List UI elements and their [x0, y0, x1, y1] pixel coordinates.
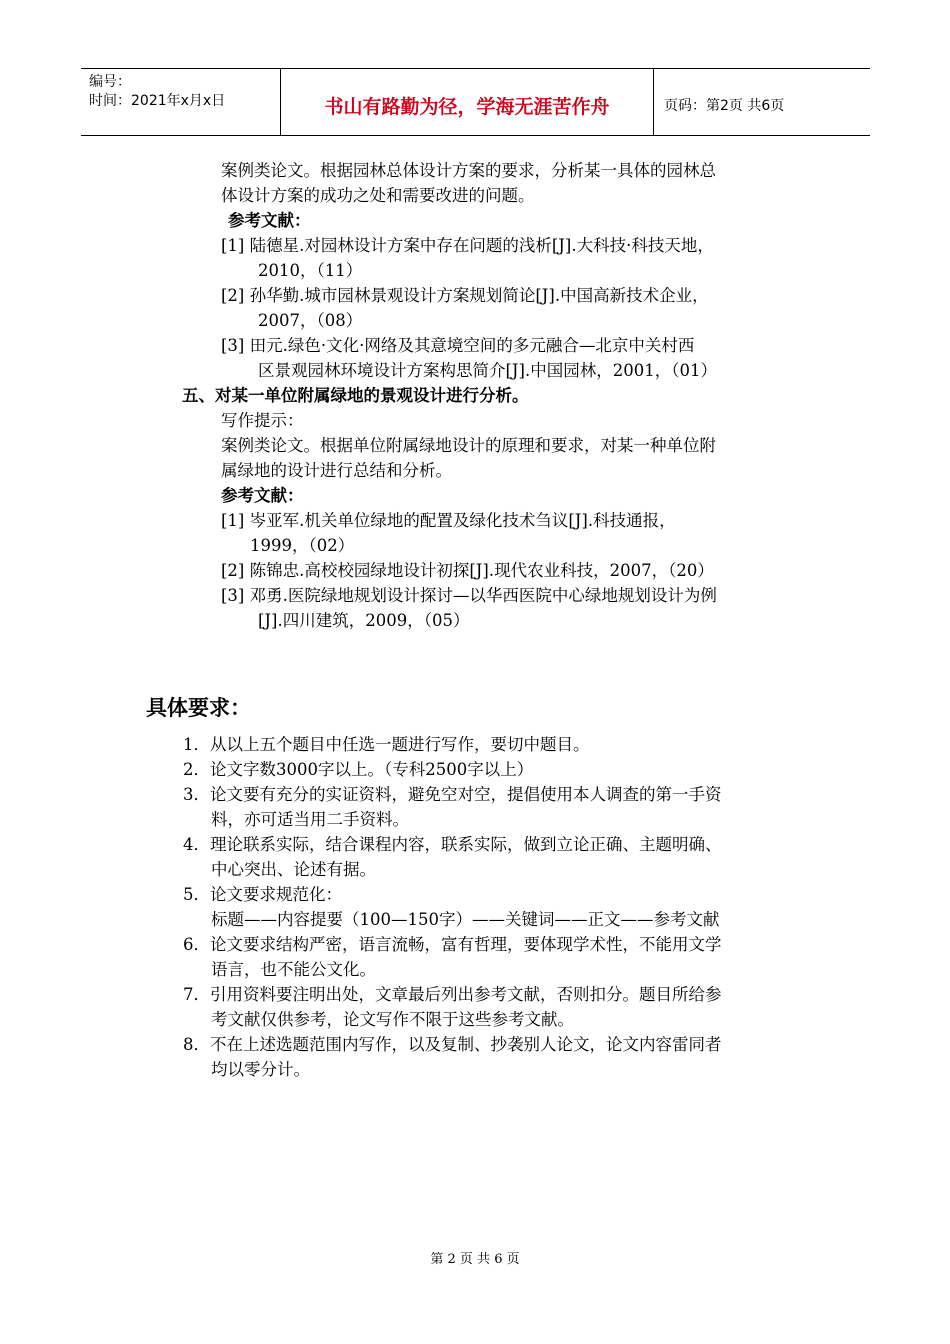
requirement-item: 8．不在上述选题范围内写作，以及复制、抄袭别人论文，论文内容雷同者	[183, 1035, 722, 1054]
requirement-item-cont: 考文献仅供参考，论文写作不限于这些参考文献。	[211, 1010, 574, 1029]
document-number: 编号：	[89, 74, 131, 90]
reference-item: [1] 岑亚军.机关单位绿地的配置及绿化技术刍议[J].科技通报，	[221, 511, 676, 530]
requirement-item-cont: 语言，也不能公文化。	[211, 960, 376, 979]
references-label: 参考文献：	[228, 211, 311, 230]
header-page-info: 页码：第2页 共6页	[664, 98, 785, 114]
requirement-item: 5．论文要求规范化：	[183, 885, 342, 904]
page-footer: 第 2 页 共 6 页	[430, 1252, 520, 1267]
requirement-item-cont: 料，亦可适当用二手资料。	[211, 810, 409, 829]
reference-item-cont: 区景观园林环境设计方案构思简介[J].中国园林，2001，（01）	[258, 361, 717, 380]
requirement-item: 3．论文要有充分的实证资料，避免空对空，提倡使用本人调查的第一手资	[183, 785, 722, 804]
requirement-item-cont: 中心突出、论述有据。	[211, 860, 376, 879]
references-label: 参考文献：	[221, 486, 304, 505]
reference-item-cont: 1999，（02）	[250, 536, 355, 555]
reference-item-cont: [J].四川建筑，2009，（05）	[258, 611, 470, 630]
requirement-item-cont: 均以零分计。	[211, 1060, 310, 1079]
requirement-item: 1．从以上五个题目中任选一题进行写作，要切中题目。	[183, 735, 590, 754]
document-date: 时间：2021年x月x日	[89, 93, 226, 109]
writing-tips-label: 写作提示：	[221, 411, 304, 430]
tips-line: 案例类论文。根据单位附属绿地设计的原理和要求，对某一种单位附	[221, 436, 716, 455]
reference-item: [3] 田元.绿色·文化·网络及其意境空间的多元融合—北京中关村西	[221, 336, 695, 355]
topic-heading: 五、对某一单位附属绿地的景观设计进行分析。	[182, 386, 529, 405]
intro-line: 体设计方案的成功之处和需要改进的问题。	[221, 186, 535, 205]
reference-item-cont: 2007，（08）	[258, 311, 363, 330]
reference-item-cont: 2010，（11）	[258, 261, 363, 280]
reference-item: [3] 邓勇.医院绿地规划设计探讨—以华西医院中心绿地规划设计为例	[221, 586, 717, 605]
requirement-item: 6．论文要求结构严密，语言流畅，富有哲理，要体现学术性，不能用文学	[183, 935, 722, 954]
requirement-item-cont: 标题——内容提要（100—150字）——关键词——正文——参考文献	[211, 910, 720, 929]
requirements-title: 具体要求：	[146, 696, 251, 720]
reference-item: [2] 孙华勤.城市园林景观设计方案规划简论[J].中国高新技术企业，	[221, 286, 709, 305]
tips-line: 属绿地的设计进行总结和分析。	[221, 461, 452, 480]
header-meta	[81, 69, 281, 135]
reference-item: [2] 陈锦忠.高校校园绿地设计初探[J].现代农业科技，2007，（20）	[221, 561, 714, 580]
intro-line: 案例类论文。根据园林总体设计方案的要求，分析某一具体的园林总	[221, 161, 716, 180]
requirement-item: 2．论文字数3000字以上。（专科2500字以上）	[183, 760, 534, 779]
requirement-item: 4．理论联系实际，结合课程内容，联系实际，做到立论正确、主题明确、	[183, 835, 722, 854]
reference-item: [1] 陆德星.对园林设计方案中存在问题的浅析[J].大科技·科技天地，	[221, 236, 714, 255]
requirement-item: 7．引用资料要注明出处，文章最后列出参考文献，否则扣分。题目所给参	[183, 985, 722, 1004]
page-header	[81, 68, 870, 136]
header-motto: 书山有路勤为径，学海无涯苦作舟	[281, 69, 654, 135]
